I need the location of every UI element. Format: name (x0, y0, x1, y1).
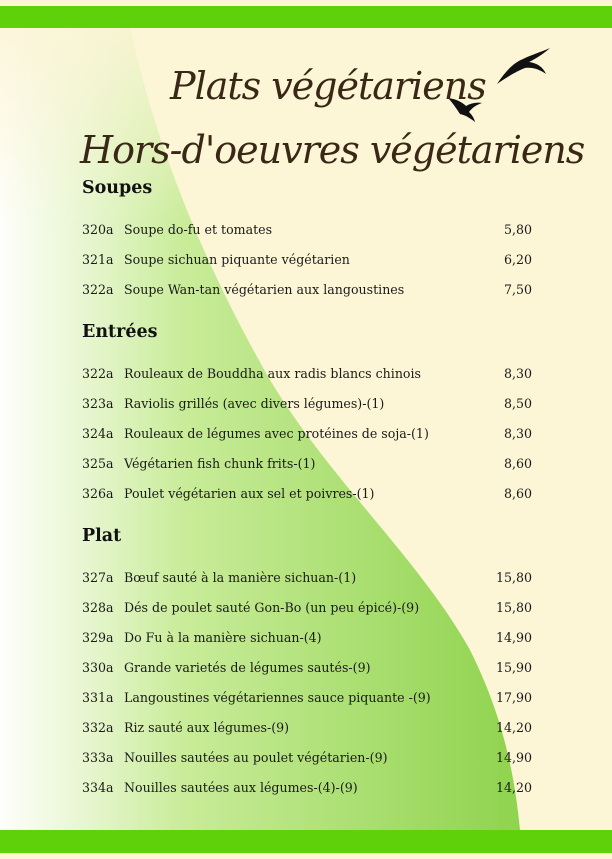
item-price: 15,80 (495, 570, 532, 585)
item-price: 14,90 (495, 630, 532, 645)
item-price: 15,80 (495, 600, 532, 615)
section-title-soupes: Soupes (82, 178, 153, 198)
menu-item (82, 780, 532, 800)
section-title-entrees: Entrées (82, 322, 158, 342)
item-code: 320a (82, 222, 114, 237)
item-code: 328a (82, 600, 114, 615)
menu-item (82, 396, 532, 416)
item-price: 14,90 (495, 750, 532, 765)
item-code: 323a (82, 396, 114, 411)
item-name: Soupe Wan-tan végétarien aux langoustines (124, 282, 405, 297)
item-name: Raviolis grillés (avec divers légumes)-(1) (124, 396, 385, 411)
item-name: Soupe do-fu et tomates (124, 222, 273, 237)
menu-item (82, 660, 532, 680)
menu-item (82, 426, 532, 446)
item-price: 14,20 (495, 720, 532, 735)
item-price: 7,50 (503, 282, 532, 297)
item-price: 5,80 (503, 222, 532, 237)
item-price: 8,30 (503, 366, 532, 381)
item-code: 322a (82, 282, 114, 297)
item-name: Nouilles sautées au poulet végétarien-(9) (124, 750, 388, 765)
item-name: Langoustines végétariennes sauce piquante -(9) (124, 690, 431, 705)
item-name: Végétarien fish chunk frits-(1) (124, 456, 316, 471)
item-code: 332a (82, 720, 114, 735)
menu-item (82, 750, 532, 770)
item-code: 334a (82, 780, 114, 795)
item-name: Do Fu à la manière sichuan-(4) (124, 630, 322, 645)
menu-item (82, 486, 532, 506)
item-code: 331a (82, 690, 114, 705)
menu-title-line-2: Hors-d'oeuvres végétariens (80, 128, 585, 172)
menu-title-line-1: Plats végétariens (170, 64, 486, 108)
item-code: 329a (82, 630, 114, 645)
top-green-band (0, 6, 612, 28)
item-code: 327a (82, 570, 114, 585)
item-price: 8,60 (503, 456, 532, 471)
item-price: 8,50 (503, 396, 532, 411)
item-name: Soupe sichuan piquante végétarien (124, 252, 350, 267)
menu-item (82, 222, 532, 242)
menu-item (82, 630, 532, 650)
menu-item (82, 570, 532, 590)
item-code: 324a (82, 426, 114, 441)
menu-item (82, 252, 532, 272)
item-price: 6,20 (503, 252, 532, 267)
item-name: Dés de poulet sauté Gon-Bo (un peu épicé)-(9) (124, 600, 420, 615)
bottom-green-band (0, 830, 612, 853)
item-name: Poulet végétarien aux sel et poivres-(1) (124, 486, 375, 501)
item-code: 322a (82, 366, 114, 381)
item-price: 14,20 (495, 780, 532, 795)
item-code: 321a (82, 252, 114, 267)
swallow-bird-icon (495, 46, 551, 86)
item-price: 8,60 (503, 486, 532, 501)
item-price: 17,90 (495, 690, 532, 705)
menu-item (82, 366, 532, 386)
item-price: 8,30 (503, 426, 532, 441)
item-code: 325a (82, 456, 114, 471)
menu-item (82, 690, 532, 710)
item-code: 330a (82, 660, 114, 675)
item-name: Rouleaux de Bouddha aux radis blancs chinois (124, 366, 422, 381)
item-code: 326a (82, 486, 114, 501)
item-code: 333a (82, 750, 114, 765)
menu-item (82, 456, 532, 476)
item-name: Rouleaux de légumes avec protéines de soja-(1) (124, 426, 429, 441)
item-price: 15,90 (495, 660, 532, 675)
menu-item (82, 282, 532, 302)
item-name: Bœuf sauté à la manière sichuan-(1) (124, 570, 357, 585)
item-name: Grande varietés de légumes sautés-(9) (124, 660, 371, 675)
item-name: Riz sauté aux légumes-(9) (124, 720, 290, 735)
section-title-plat: Plat (82, 526, 122, 546)
menu-item (82, 720, 532, 740)
menu-item (82, 600, 532, 620)
item-name: Nouilles sautées aux légumes-(4)-(9) (124, 780, 358, 795)
